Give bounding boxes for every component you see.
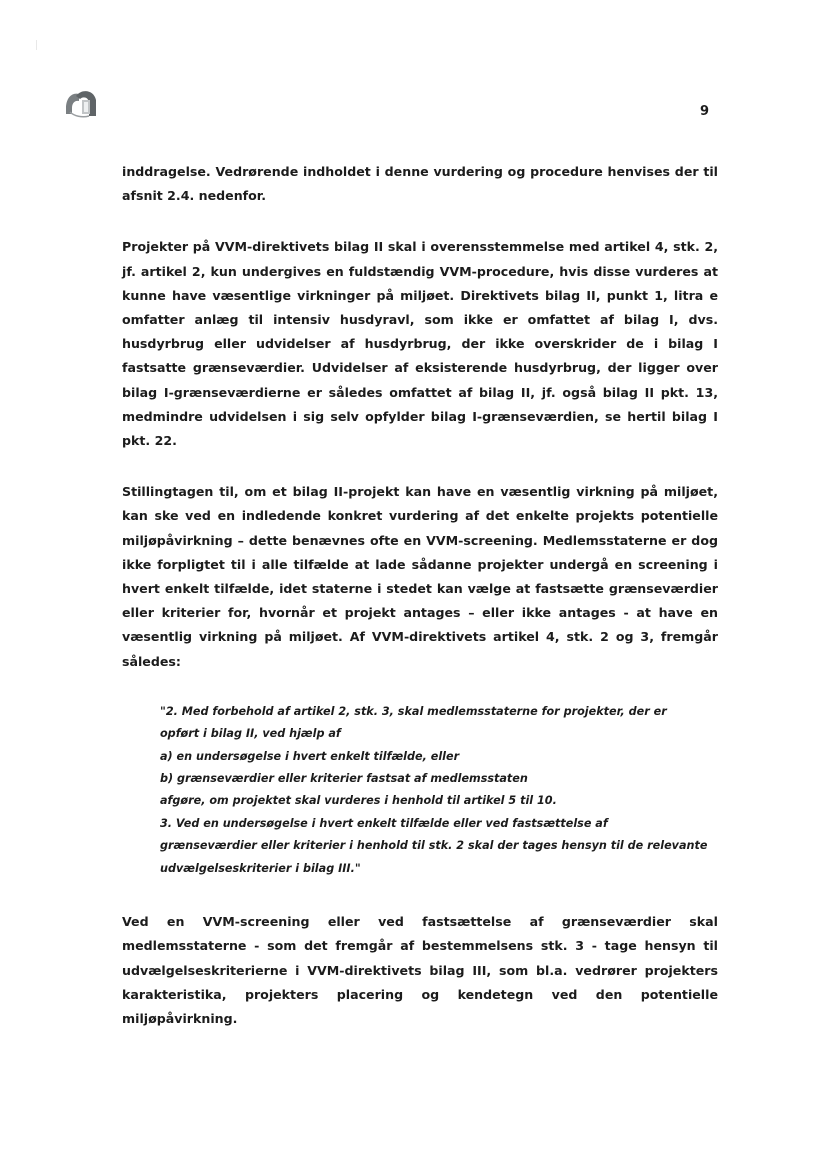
- paragraph: Projekter på VVM-direktivets bilag II skal i overensstemmelse med artikel 4, stk. 2, jf. artikel 2, kun undergives en fuldstændig VVM-procedure, hvis disse vurderes at kunne have væsentlige virkninger på miljøet. Direktivets bilag II, punkt 1, litra e omfatter anlæg til intensiv husdyravl, som ikke er omfattet af bilag I, dvs. husdyrbrug eller udvidelser af husdyrbrug, der ikke overskrider de i bilag I fastsatte grænseværdier. Udvidelser af eksisterende husdyrbrug, der ligger over bilag I-grænseværdierne er således omfattet af bilag II, jf. også bilag II pkt. 13, medmindre udvidelsen i sig selv opfylder bilag I-grænseværdien, se hertil bilag I pkt. 22.: [122, 239, 718, 449]
- closing-paragraph: Ved en VVM-screening eller ved fastsættelse af grænseværdier skal medlemsstaterne - som det fremgår af bestemmelsens stk. 3 - tage hensyn til udvælgelseskriterierne i VVM-direktivets bilag III, som bl.a. vedrører projekters karakteristika, projekters placering og kendetegn ved den potentielle miljøpåvirkning.: [122, 914, 718, 1026]
- paragraph: Stillingtagen til, om et bilag II-projekt kan have en væsentlig virkning på miljøet, kan ske ved en indledende konkret vurdering af det enkelte projekts potentielle miljøpåvirkning – dette benævnes ofte en VVM-screening. Medlemsstaterne er dog ikke forpligtet til i alle tilfælde at lade sådanne projekter undergå en screening i hvert enkelt tilfælde, idet staterne i stedet kan vælge at fastsætte grænseværdier eller kriterier for, hvornår et projekt antages – eller ikke antages - at have en væsentlig virkning på miljøet. Af VVM-direktivets artikel 4, stk. 2 og 3, fremgår således:: [122, 484, 718, 669]
- quote-line: afgøre, om projektet skal vurderes i henhold til artikel 5 til 10.: [160, 794, 557, 808]
- document-body: [122, 160, 718, 1058]
- scan-edge-mark: [36, 40, 37, 50]
- quote-line: b) grænseværdier eller kriterier fastsat af medlemsstaten: [160, 772, 528, 786]
- paragraph: inddragelse. Vedrørende indholdet i denne vurdering og procedure henvises der til afsnit 2.4. nedenfor.: [122, 164, 718, 204]
- directive-quote: [160, 701, 708, 880]
- quote-line: "2. Med forbehold af artikel 2, stk. 3, skal medlemsstaterne for projekter, der er opført i bilag II, ved hjælp af: [160, 704, 667, 741]
- quote-line: a) en undersøgelse i hvert enkelt tilfælde, eller: [160, 749, 460, 763]
- quote-line: 3. Ved en undersøgelse i hvert enkelt tilfælde eller ved fastsættelse af grænseværdier eller kriterier i henhold til stk. 2 skal der tages hensyn til de relevante udvælgelseskriterier i bilag III.": [160, 816, 708, 875]
- page-number: 9: [700, 104, 710, 119]
- stylized-logo-icon: [62, 86, 102, 120]
